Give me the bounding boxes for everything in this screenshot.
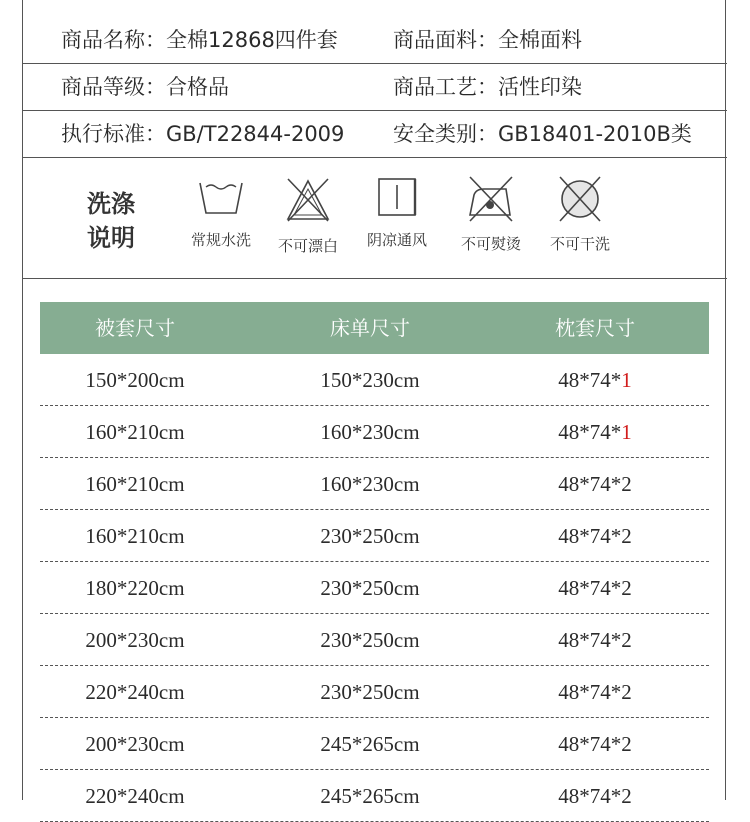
product-standard: 执行标准：GB/T22844-2009 [61, 122, 345, 146]
sheet-size-cell: 160*230cm [320, 472, 420, 496]
header-pillow-size: 枕套尺寸 [555, 316, 635, 340]
product-name: 商品名称：全棉12868四件套 [61, 28, 338, 52]
table-row [40, 458, 709, 510]
table-row [40, 562, 709, 614]
header-sheet-size: 床单尺寸 [330, 316, 410, 340]
pillow-size-cell [510, 770, 680, 822]
pillow-size-cell [510, 562, 680, 614]
duvet-size-cell: 160*210cm [85, 472, 185, 496]
pillow-size-cell [510, 354, 680, 406]
sheet-size-cell: 230*250cm [320, 576, 420, 600]
sheet-size-cell: 245*265cm [320, 784, 420, 808]
sheet-size-cell: 160*230cm [320, 420, 420, 444]
sheet-size-cell: 230*250cm [320, 628, 420, 652]
pillow-size-dimensions: 48*74* [558, 576, 622, 600]
duvet-size-cell: 180*220cm [85, 576, 185, 600]
duvet-size-cell: 220*240cm [85, 784, 185, 808]
sheet-size-cell: 230*250cm [320, 680, 420, 704]
pillow-quantity: 2 [621, 732, 632, 756]
care-item-no-iron [446, 175, 536, 254]
duvet-size-cell: 160*210cm [85, 524, 185, 548]
care-title-line1: 洗涤 [87, 189, 135, 218]
care-item-no-bleach [263, 175, 353, 256]
no-bleach-icon [284, 175, 332, 225]
care-label-no-bleach: 不可漂白 [277, 237, 338, 255]
info-row-grade-craft [23, 64, 727, 111]
table-row [40, 718, 709, 770]
table-row [40, 666, 709, 718]
pillow-size-dimensions: 48*74* [558, 420, 622, 444]
pillow-quantity: 1 [621, 420, 632, 444]
sheet-size-cell: 245*265cm [320, 732, 420, 756]
table-row [40, 510, 709, 562]
info-row-standard-safety [23, 111, 727, 158]
pillow-size-cell [510, 510, 680, 562]
care-label-shade-dry: 阴凉通风 [366, 231, 427, 249]
pillow-quantity: 2 [621, 680, 632, 704]
pillow-size-cell [510, 458, 680, 510]
care-title-line2: 说明 [87, 223, 135, 252]
pillow-size-dimensions: 48*74* [558, 628, 622, 652]
pillow-size-cell [510, 666, 680, 718]
pillow-quantity: 1 [621, 368, 632, 392]
pillow-size-dimensions: 48*74* [558, 680, 622, 704]
product-craft: 商品工艺：活性印染 [393, 75, 582, 99]
pillow-size-dimensions: 48*74* [558, 784, 622, 808]
product-grade: 商品等级：合格品 [61, 75, 229, 99]
wash-basin-icon [197, 175, 245, 219]
pillow-quantity: 2 [621, 524, 632, 548]
size-table-header [40, 302, 709, 354]
care-label-no-tumble-dry: 不可干洗 [549, 235, 610, 253]
duvet-size-cell: 200*230cm [85, 628, 185, 652]
care-item-shade-dry [352, 175, 442, 250]
no-iron-icon [466, 175, 516, 223]
no-tumble-dry-icon [555, 175, 605, 223]
pillow-quantity: 2 [621, 784, 632, 808]
pillow-size-cell [510, 718, 680, 770]
duvet-size-cell: 160*210cm [85, 420, 185, 444]
info-row-name-fabric [23, 17, 727, 64]
product-fabric: 商品面料：全棉面料 [393, 28, 582, 52]
shade-dry-icon [373, 175, 421, 219]
size-table [40, 302, 709, 822]
sheet-size-cell: 230*250cm [320, 524, 420, 548]
pillow-quantity: 2 [621, 576, 632, 600]
care-label-wash: 常规水洗 [190, 231, 251, 249]
header-duvet-size: 被套尺寸 [95, 316, 175, 340]
table-row [40, 770, 709, 822]
table-row [40, 354, 709, 406]
pillow-size-dimensions: 48*74* [558, 524, 622, 548]
pillow-size-dimensions: 48*74* [558, 472, 622, 496]
pillow-size-dimensions: 48*74* [558, 368, 622, 392]
duvet-size-cell: 200*230cm [85, 732, 185, 756]
product-safety: 安全类别：GB18401-2010B类 [393, 122, 692, 146]
care-label-no-iron: 不可熨烫 [460, 235, 521, 253]
care-item-wash [176, 175, 266, 250]
care-item-no-tumble-dry [535, 175, 625, 254]
size-table-body [40, 354, 709, 822]
duvet-size-cell: 150*200cm [85, 368, 185, 392]
duvet-size-cell: 220*240cm [85, 680, 185, 704]
pillow-size-cell [510, 406, 680, 458]
pillow-size-dimensions: 48*74* [558, 732, 622, 756]
pillow-quantity: 2 [621, 628, 632, 652]
sheet-size-cell: 150*230cm [320, 368, 420, 392]
pillow-size-cell [510, 614, 680, 666]
care-title [87, 187, 147, 255]
table-row [40, 406, 709, 458]
care-instructions [23, 157, 727, 279]
pillow-quantity: 2 [621, 472, 632, 496]
table-row [40, 614, 709, 666]
